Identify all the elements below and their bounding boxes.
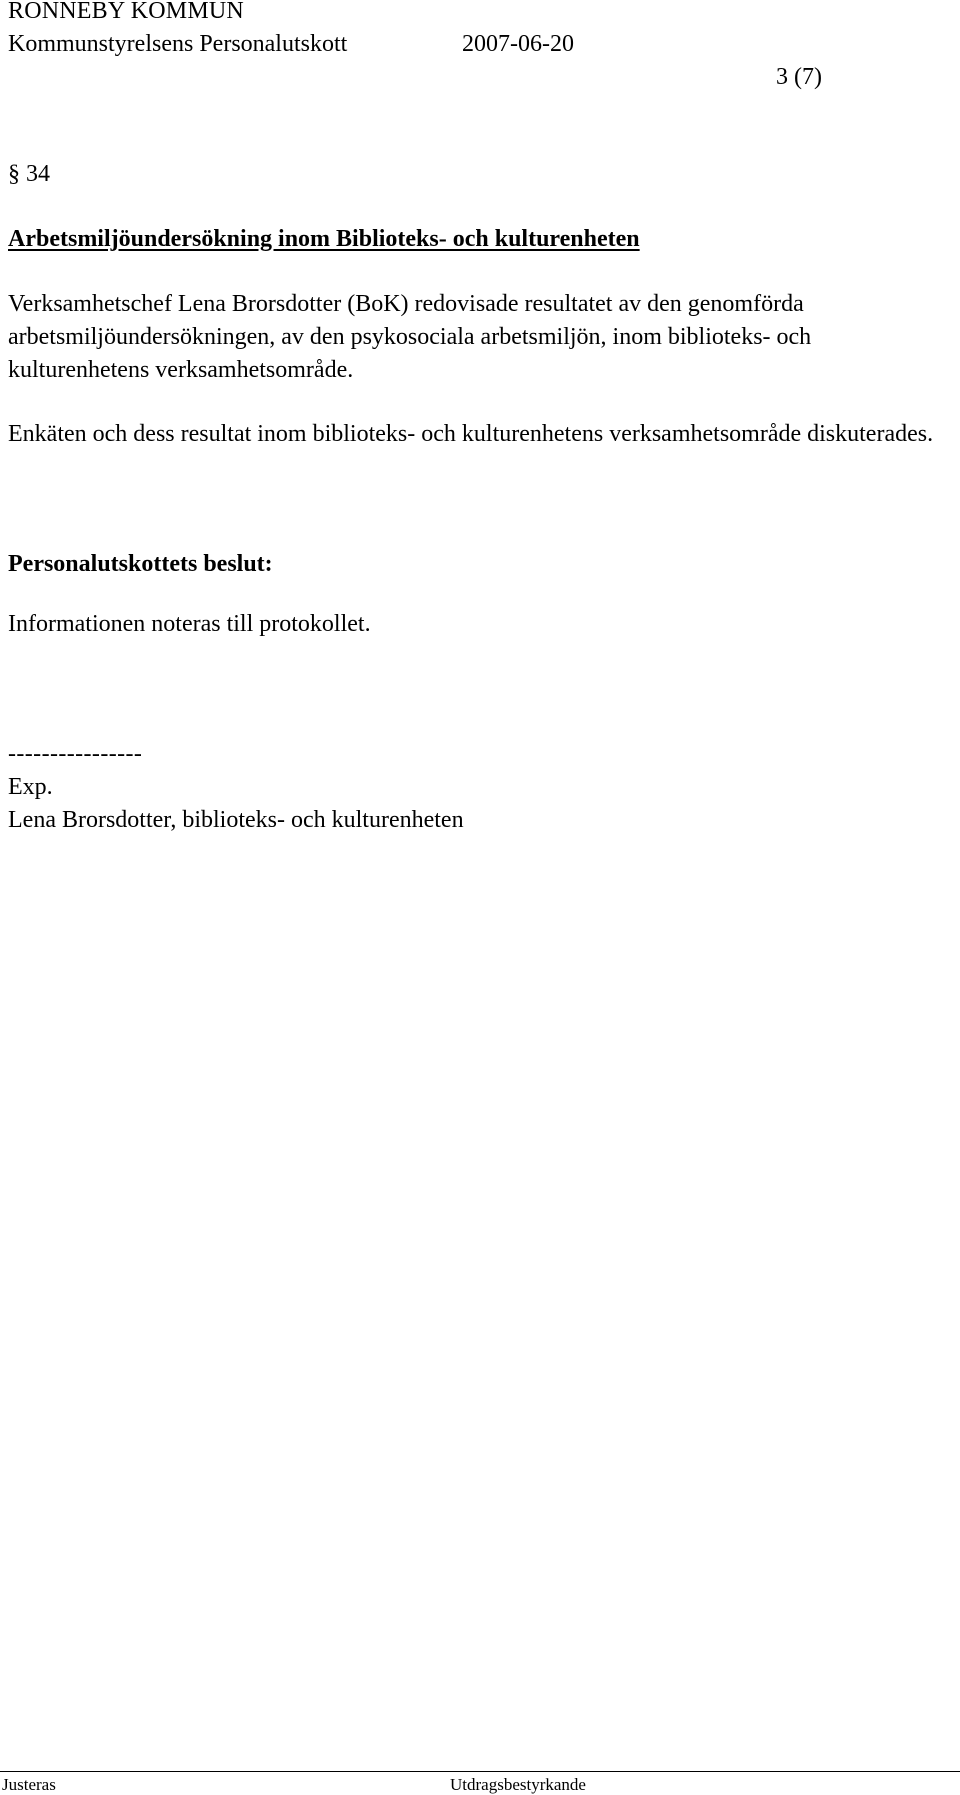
body-paragraph-1: Verksamhetschef Lena Brorsdotter (BoK) redovisade resultatet av den genomförda arbetsmiljöundersökningen, av den psykosociala arbetsmiljön, inom biblioteks- och kulturenhetens verksamhetsområde. [8, 291, 812, 383]
paragraph-number: § 34 [8, 161, 50, 187]
decision-text: Informationen noteras till protokollet. [8, 611, 371, 637]
footer-utdragsbestyrkande-label: Utdragsbestyrkande [450, 1775, 586, 1794]
expedition-recipient: Lena Brorsdotter, biblioteks- och kulturenheten [8, 807, 464, 833]
body-paragraph-2: Enkäten och dess resultat inom biblioteks- och kulturenhetens verksamhetsområde diskuterades. [8, 421, 934, 447]
decision-heading: Personalutskottets beslut: [8, 551, 273, 577]
expedition-label: Exp. [8, 774, 53, 800]
meeting-date: 2007-06-20 [462, 31, 574, 57]
committee-name: Kommunstyrelsens Personalutskott [8, 31, 348, 57]
section-title: Arbetsmiljöundersökning inom Biblioteks- och kulturenheten [8, 226, 640, 252]
page-number: 3 (7) [776, 64, 822, 90]
organization-name: RONNEBY KOMMUN [8, 0, 244, 24]
footer-divider [0, 1771, 960, 1772]
separator-line: ---------------- [8, 741, 143, 767]
footer-justeras-label: Justeras [2, 1775, 56, 1794]
